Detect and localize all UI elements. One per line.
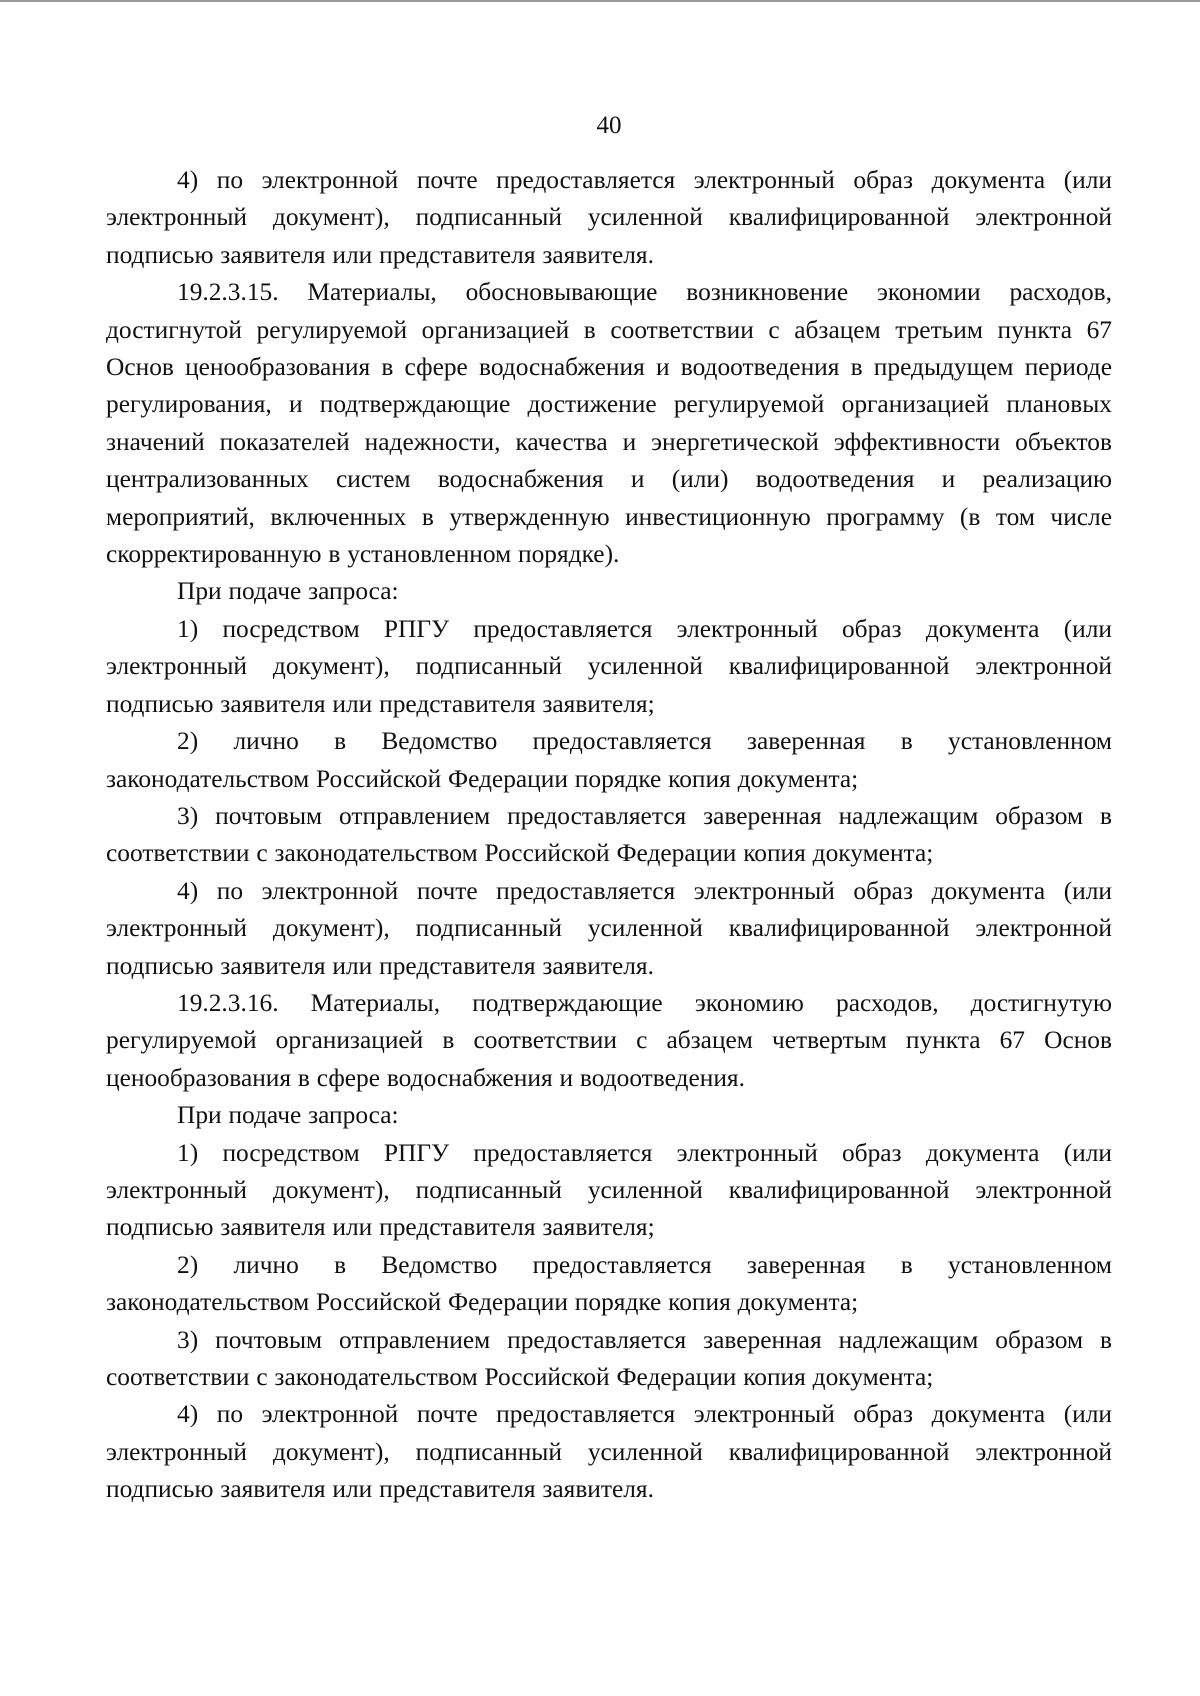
page-content [106,108,1112,1509]
section-19-2-3-15: 19.2.3.15. Материалы, обосновывающие возникновение экономии расходов, достигнутой регулируемой организацией в соответствии с абзацем третьим пункта 67 Основ ценообразования в сфере водоснабжения и водоотведения в предыдущем периоде регулирования, и подтверждающие достижение регулируемой организацией плановых значений показателей надежности, качества и энергетической эффективности объектов централизованных систем водоснабжения и (или) водоотведения и реализацию мероприятий, включенных в утвержденную инвестиционную программу (в том числе скорректированную в установленном порядке). [106,278,1112,569]
list-item-postal: 3) почтовым отправлением предоставляется заверенная надлежащим образом в соответствии с законодательством Российской Федерации копия документа; [106,801,1112,868]
list-item-rpgu: 1) посредством РПГУ предоставляется электронный образ документа (или электронный документ), подписанный усиленной квалифицированной электронной подписью заявителя или представителя заявителя; [106,1138,1112,1242]
request-intro: При подаче запроса: [177,1101,399,1130]
list-item-in-person: 2) лично в Ведомство предоставляется заверенная в установленном законодательством Российской Федерации порядке копия документа; [106,727,1112,793]
list-item-rpgu: 1) посредством РПГУ предоставляется электронный образ документа (или электронный документ), подписанный усиленной квалифицированной электронной подписью заявителя или представителя заявителя; [106,614,1112,718]
list-item-email: 4) по электронной почте предоставляется электронный образ документа (или электронный документ), подписанный усиленной квалифицированной электронной подписью заявителя или представителя заявителя. [106,876,1112,980]
request-intro: При подаче запроса: [177,577,399,606]
section-19-2-3-16: 19.2.3.16. Материалы, подтверждающие экономию расходов, достигнутую регулируемой организацией в соответствии с абзацем четвертым пункта 67 Основ ценообразования в сфере водоснабжения и водоотведения. [106,988,1112,1092]
scan-top-edge [0,0,1200,2]
list-item-postal: 3) почтовым отправлением предоставляется заверенная надлежащим образом в соответствии с законодательством Российской Федерации копия документа; [106,1325,1112,1391]
list-item-email: 4) по электронной почте предоставляется электронный образ документа (или электронный документ), подписанный усиленной квалифицированной электронной подписью заявителя или представителя заявителя. [106,1400,1112,1504]
page-number: 40 [596,112,622,139]
list-item-email: 4) по электронной почте предоставляется электронный образ документа (или электронный документ), подписанный усиленной квалифицированной электронной подписью заявителя или представителя заявителя. [106,166,1112,269]
list-item-in-person: 2) лично в Ведомство предоставляется заверенная в установленном законодательством Российской Федерации порядке копия документа; [106,1250,1112,1317]
